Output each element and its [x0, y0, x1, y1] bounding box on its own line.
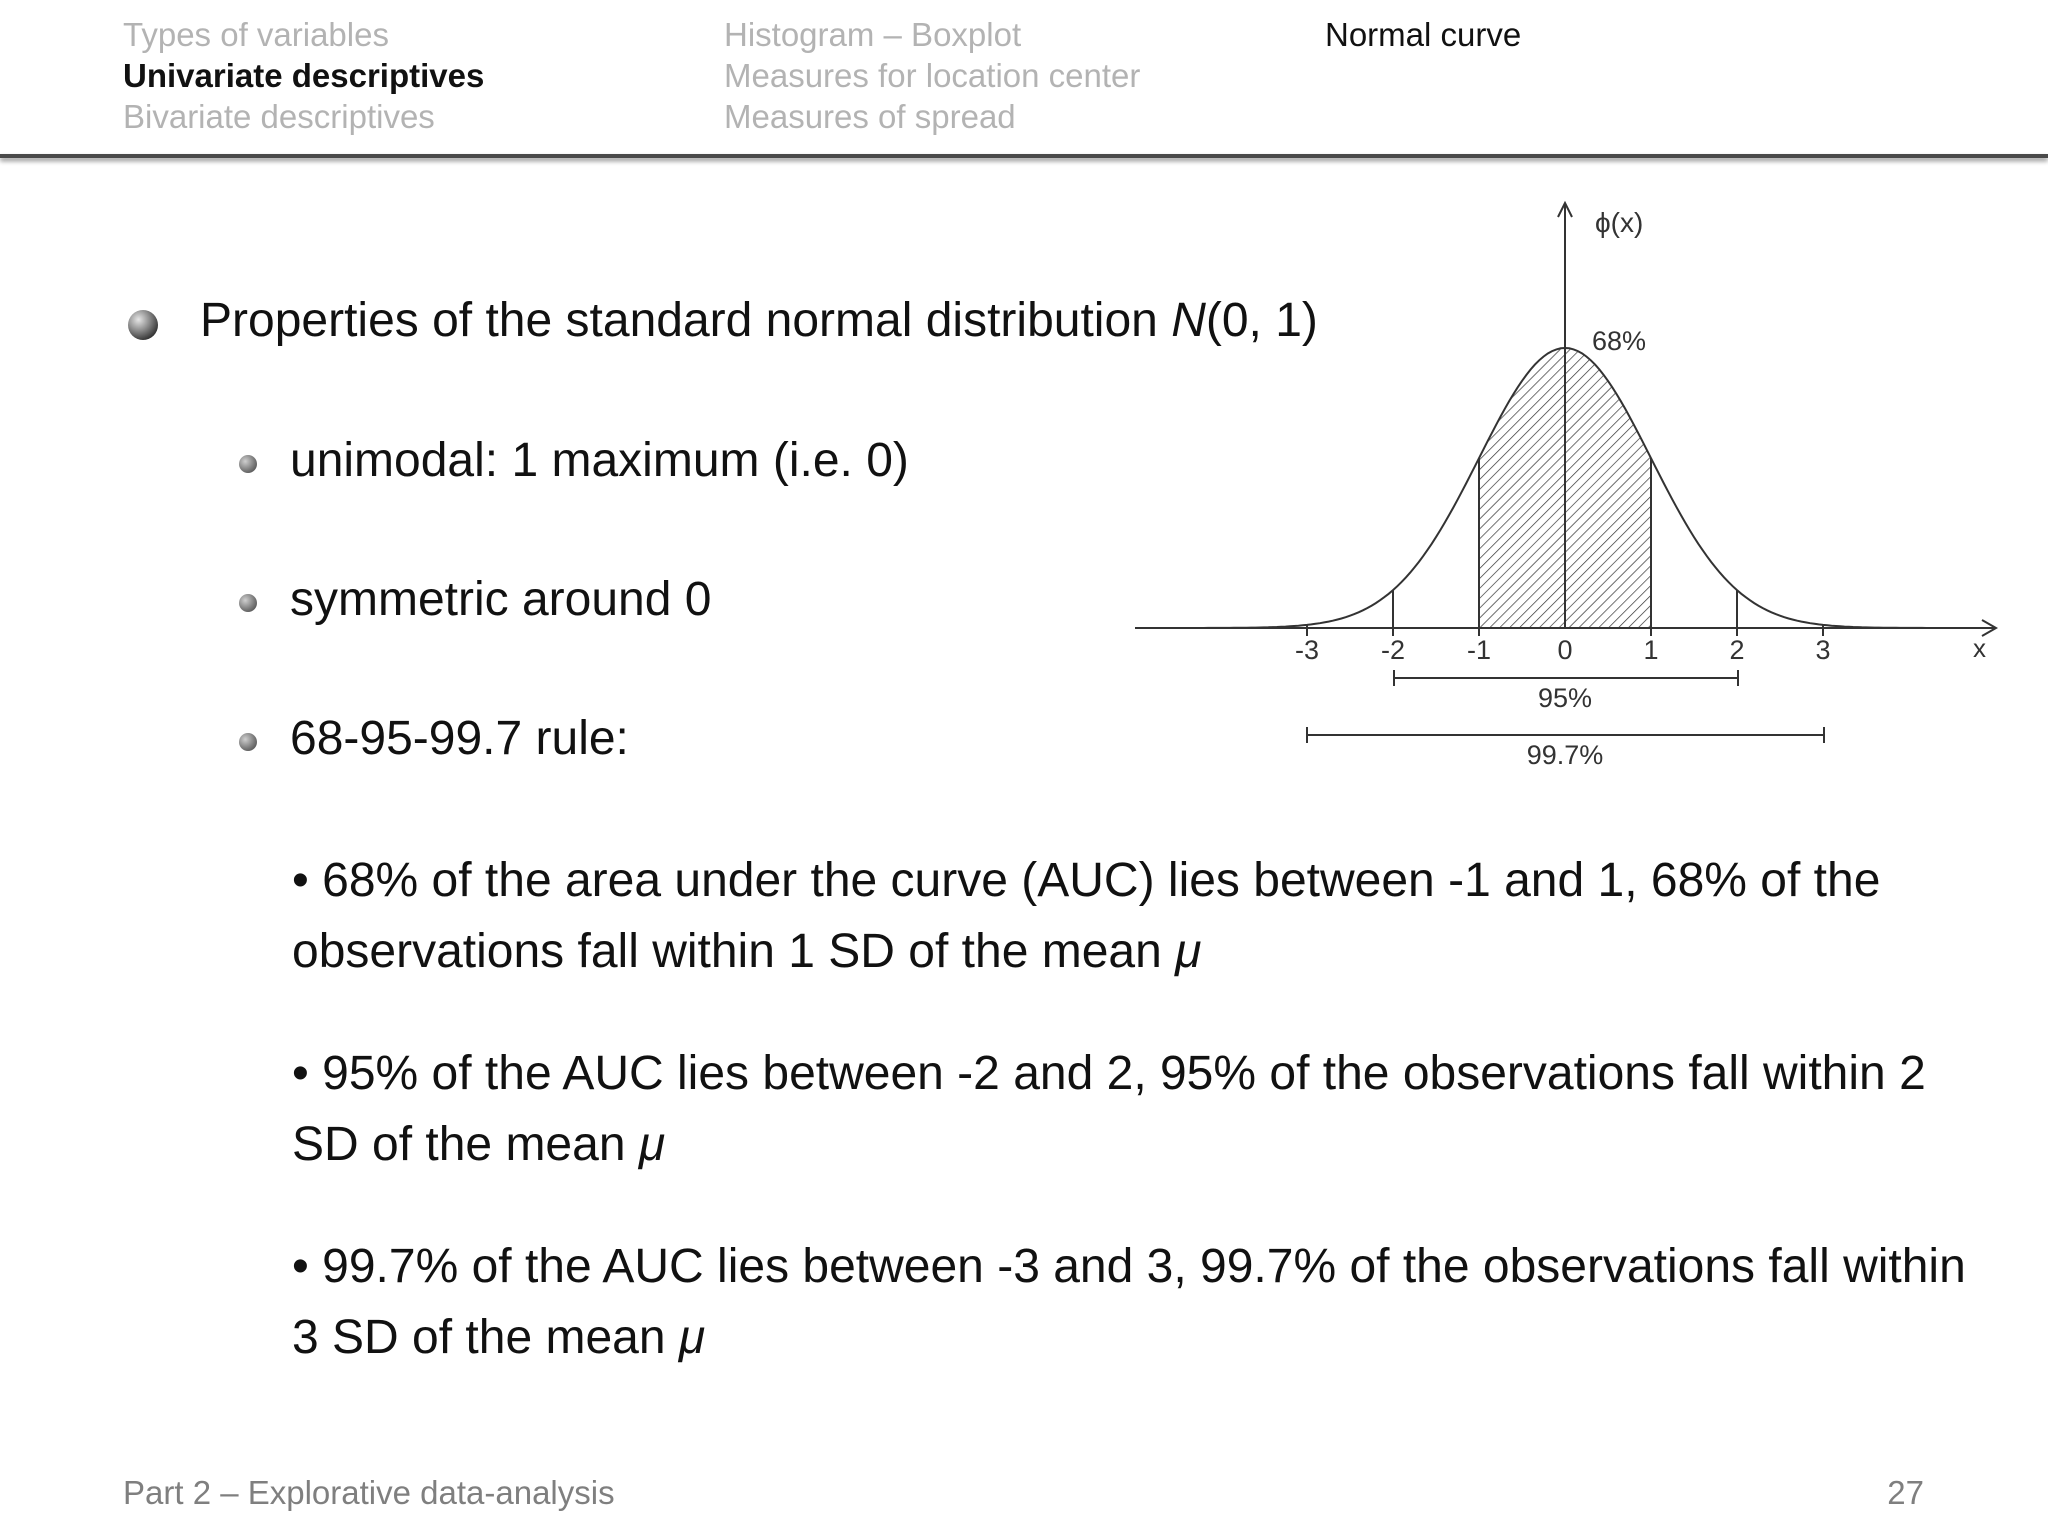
rule-997 [292, 1231, 1982, 1373]
footer-section-title: Part 2 – Explorative data-analysis [123, 1474, 615, 1511]
mu-symbol: μ [678, 1311, 706, 1364]
y-axis-label: ϕ(x) [1595, 207, 1644, 238]
rule-68-text: • 68% of the area under the curve (AUC) lies between -1 and 1, 68% of the observations fall within 1 SD of the mean [292, 854, 1881, 978]
bullet-dot-icon [239, 594, 257, 612]
label-68: 68% [1592, 326, 1647, 356]
nav-item-types-of-variables[interactable]: Types of variables [123, 16, 389, 53]
point-unimodal: unimodal: 1 maximum (i.e. 0) [290, 434, 909, 487]
bullet-ball-icon [128, 310, 158, 340]
rule-997-text: • 99.7% of the AUC lies between -3 and 3, 99.7% of the observations fall within 3 SD of the mean [292, 1240, 1966, 1364]
rule-95 [292, 1038, 1982, 1180]
mu-symbol: μ [1175, 925, 1202, 978]
nav-column-subsections [724, 14, 1140, 137]
tick-label: -3 [1294, 635, 1320, 665]
label-95: 95% [1537, 683, 1593, 713]
nav-item-histogram-boxplot[interactable]: Histogram – Boxplot [724, 16, 1022, 53]
tick-label: 0 [1557, 635, 1573, 665]
point-rule: 68-95-99.7 rule: [290, 712, 629, 765]
nav-column-sections [123, 14, 484, 137]
heading-symbol: N [1171, 294, 1206, 347]
nav-item-location-center[interactable]: Measures for location center [724, 57, 1141, 94]
point-symmetric: symmetric around 0 [290, 573, 712, 626]
nav-item-bivariate-descriptives[interactable]: Bivariate descriptives [123, 98, 435, 135]
nav-item-spread[interactable]: Measures of spread [724, 98, 1016, 135]
header-divider [0, 154, 2048, 158]
tick-label: 1 [1643, 635, 1659, 665]
tick-labels [1295, 635, 1831, 665]
normal-curve-figure [1130, 195, 2010, 780]
nav-column-current [1325, 14, 1521, 55]
label-997: 99.7% [1526, 740, 1604, 770]
nav-item-normal-curve[interactable]: Normal curve [1325, 16, 1522, 53]
bullet-dot-icon [239, 455, 257, 473]
page-number: 27 [1887, 1474, 1924, 1511]
heading-suffix: (0, 1) [1205, 294, 1318, 347]
heading-prefix: Properties of the standard normal distribution [200, 294, 1172, 347]
x-axis-label: x [1973, 633, 1986, 663]
bullet-dot-icon [239, 733, 257, 751]
tick-label: -2 [1380, 635, 1406, 665]
mu-symbol: μ [638, 1118, 666, 1171]
tick-label: 3 [1815, 635, 1831, 665]
tick-label: -1 [1466, 635, 1492, 665]
rule-95-text: • 95% of the AUC lies between -2 and 2, 95% of the observations fall within 2 SD of the mean [292, 1047, 1926, 1171]
tick-label: 2 [1729, 635, 1745, 665]
nav-item-univariate-descriptives[interactable]: Univariate descriptives [123, 57, 485, 94]
rule-68 [292, 845, 1982, 987]
